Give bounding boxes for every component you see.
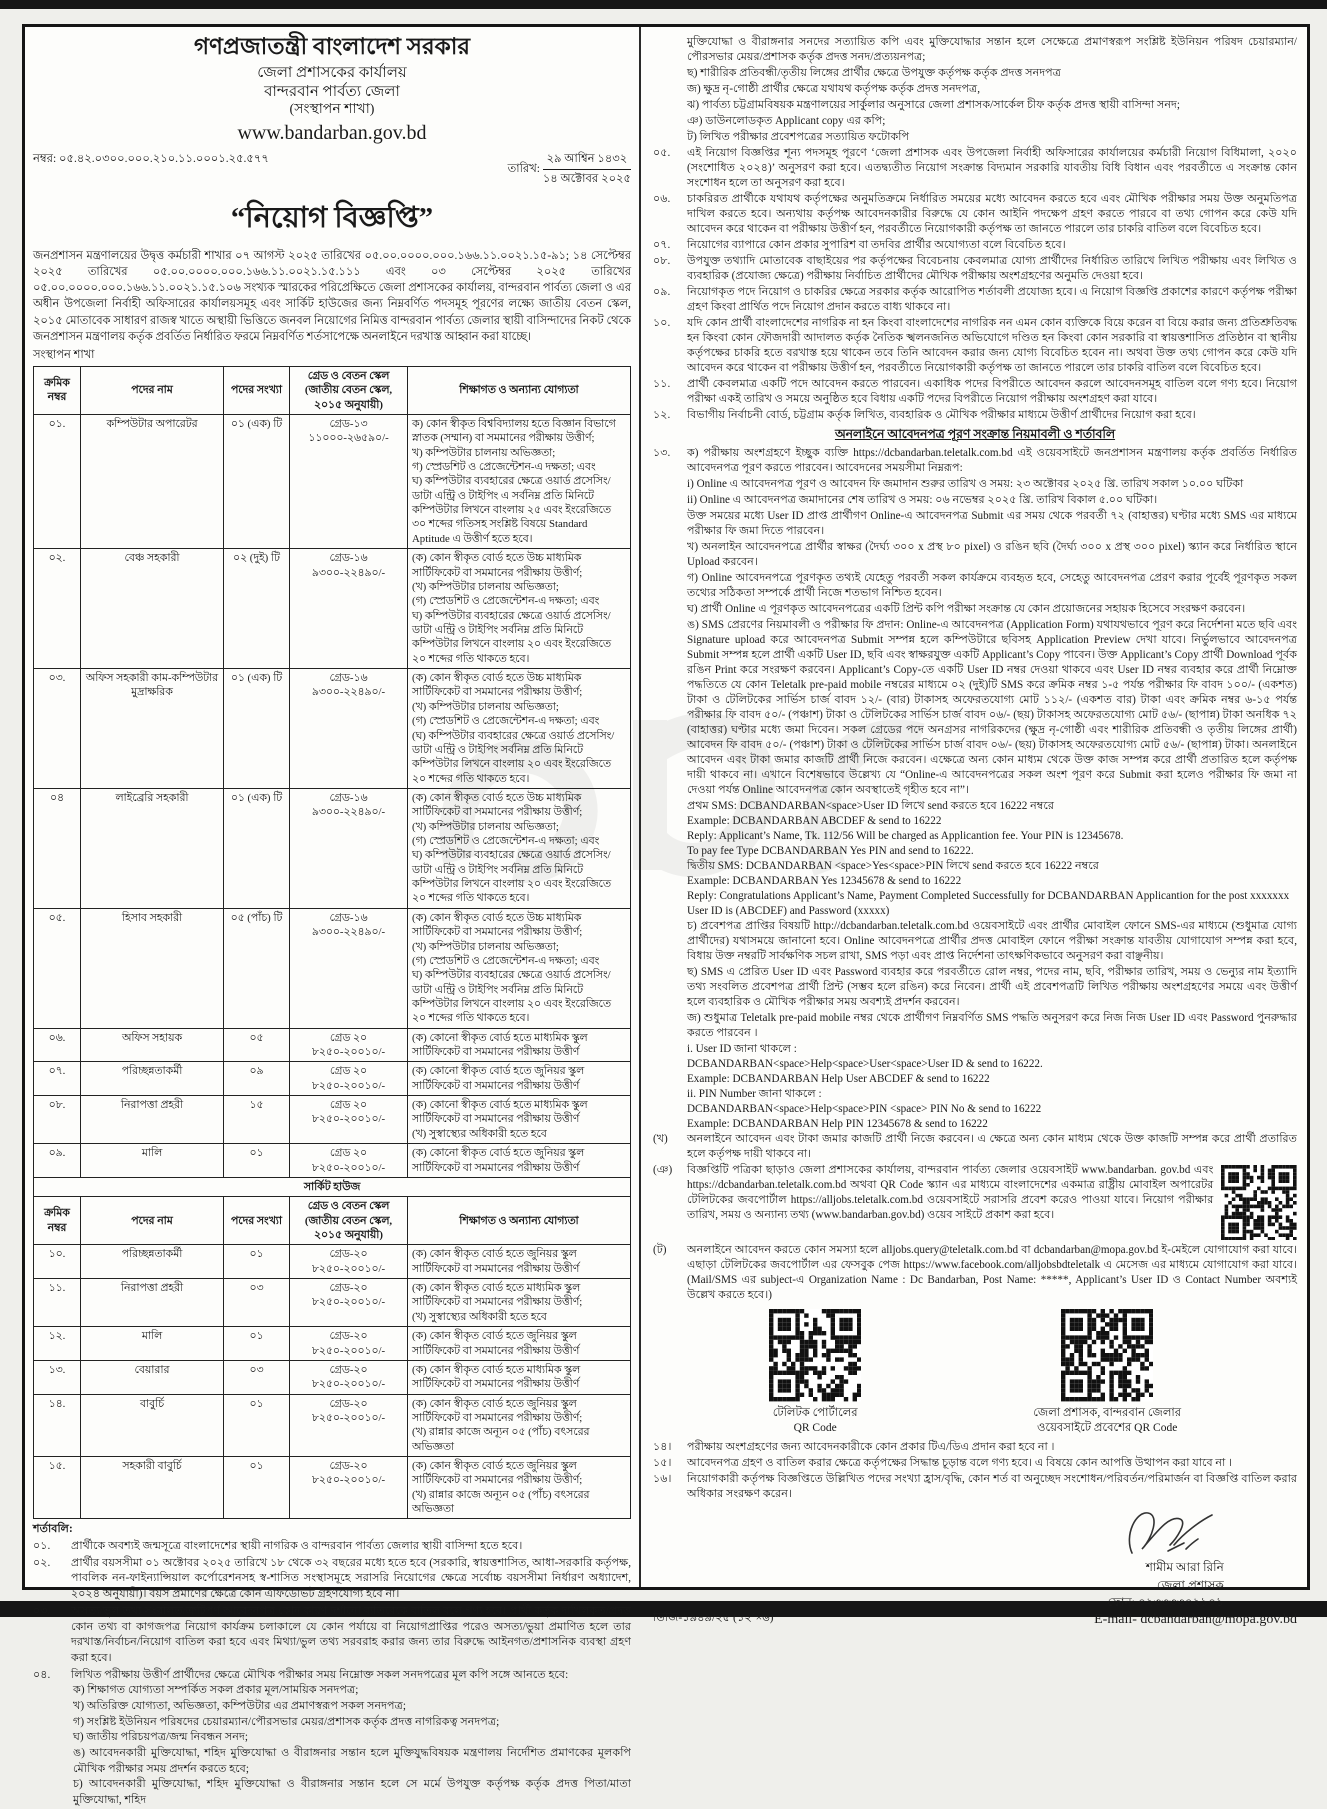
sms-instruction-line: প্রথম SMS: DCBANDARBAN<space>User ID লিখে send করতে হবে 16222 নম্বরে <box>687 799 1054 812</box>
term-sub-item: ক) শিক্ষাগত যোগ্যতা সম্পর্কিত সকল প্রকার মূল/সাময়িক সনদপত্র; <box>73 1684 359 1697</box>
column-header: গ্রেড ও বেতন স্কেল (জাতীয় বেতন স্কেল, ২০১৫ অনুযায়ী) <box>290 366 408 414</box>
condition-continuation <box>653 82 1297 97</box>
condition-text: ঙ) SMS প্রেরণের নিয়মাবলী ও পরীক্ষার ফি প্রদান: Online-এ আবেদনপত্র (Application Form) যথাযথভাবে পূরণ করে নির্দেশনা মতে ছবি এবং Signature upload করে আবেদনপত্র Submit সম্পন্ন হলে কম্পিউটারে ছবিসহ Application Preview দেখা যাবে। নির্ভুলভাবে আবেদনপত্র Submit সম্পন্ন হলে প্রার্থী একটি User ID, ছবি এবং স্বাক্ষরযুক্ত একটি Applicant’s Copy পাবেন। উক্ত Applicant’s Copy প্রার্থী Download পূর্বক রঙিন Print করে সংরক্ষণ করবেন। Applicant’s Copy-তে একটি User ID নম্বর দেওয়া থাকবে এবং User ID নম্বর ব্যবহার করে প্রার্থী নিম্নোক্ত পদ্ধতিতে যে কোন Teletalk pre-paid mobile নম্বরের মাধ্যমে ০২ (দুই)টি SMS করে ক্রমিক নম্বর ১-৫ পর্যন্ত পরীক্ষার ফি বাবদ ১০০/- (একশত) টাকা ও টেলিটকের সার্ভিস চার্জ বাবদ ১২/- (বার) টাকাসহ অফেরতযোগ্য মোট ১১২/- (একশত বার) টাকা এবং ক্রমিক নম্বর ৬-১৫ পর্যন্ত পরীক্ষার ফি বাবদ ৫০/- (পঞ্চাশ) টাকা ও টেলিটকের সার্ভিস চার্জ বাবদ ০৬/- (ছয়) টাকাসহ অফেরতযোগ্য মোট ৫৬/- (ছাপান্ন) টাকা অনধিক ৭২ (বাহাত্তর) ঘণ্টার মধ্যে জমা দিবেন। সকল গ্রেডের পদে অনগ্রসর নাগরিকদের (ক্ষুদ্র নৃ-গোষ্ঠী এবং শারীরিক প্রতিবন্ধী ও তৃতীয় লিঙ্গের প্রার্থী) আবেদন ফি বাবদ ৫০/- (পঞ্চাশ) টাকা ও টেলিটকের সার্ভিস চার্জ বাবদ ০৬/- (ছয়) টাকাসহ অফেরতযোগ্য মোট ৫৬/- (ছাপান্ন) টাকা। অনলাইনে আবেদন এবং টাকা জমার কাজটি প্রার্থী নিজে করবেন। এক্ষেত্রে অন্য কোন মাধ্যম থেকে উক্ত কাজ সম্পন্ন করে প্রার্থী প্রতারিত হলে কর্তৃপক্ষ দায়ী থাকবে না। এখানে বিশেষভাবে উল্লেখ্য যে “Online-এ আবেদনপত্রের সকল অংশ পূরণ করে Submit করা হলেও পরীক্ষার ফি জমা না দেওয়া পর্যন্ত Online আবেদনপত্র কোন অবস্থাতেই গৃহীত হবে না”। <box>687 618 1297 796</box>
term-text: লিখিত পরীক্ষায় উত্তীর্ণ প্রার্থীদের ক্ষেত্রে মৌখিক পরীক্ষার সময় নিম্নোক্ত সকল সনদপত্রের মূল কপি সঙ্গে আনতে হবে: ক) শিক্ষাগত যোগ্যতা সম্পর্কিত সকল প্রকার মূল/সাময়িক সনদপত্র; খ) অতিরিক্ত যোগ্যতা, অভিজ্ঞতা, কম্পিউটার এর প্রমাণস্বরূপ সকল সনদপত্র; গ) সংশ্লিষ্ট ইউনিয়ন পরিষদের চেয়ারম্যান/পৌরসভার মেয়র/প্রশাসক কর্তৃক প্রদত্ত নাগরিকত্ব সনদপত্র; ঘ) জাতীয় পরিচয়পত্র/জন্ম নিবন্ধন সনদ; ঙ) আবেদনকারী মুক্তিযোদ্ধা, শহিদ মুক্তিযোদ্ধা ও বীরাঙ্গনার সন্তান হলে মুক্তিযুদ্ধবিষয়ক মন্ত্রণালয় নির্দেশিত প্রমাণকের মূলকপি মৌখিক পরীক্ষার সময় প্রদর্শন করতে হবে; চ) আবেদনকারী মুক্তিযোদ্ধা, শহিদ মুক্তিযোদ্ধা ও বীরাঙ্গনার সন্তান হলে সে মর্মে উপযুক্ত কর্তৃপক্ষ কর্তৃক প্রদত্ত পিতা/মাতা মুক্তিযোদ্ধা, শহিদ <box>71 1668 631 1809</box>
condition-text: ছ) SMS এ প্রেরিত User ID এবং Password ব্যবহার করে পরবর্তীতে রোল নম্বর, পদের নাম, ছবি, পরীক্ষার তারিখ, সময় ও ভেন্যুর নাম ইত্যাদি তথ্য সংবলিত প্রবেশপত্র প্রার্থী প্রিন্ট (সম্ভব হলে রঙিন) করে নিবেন। প্রার্থী এই প্রবেশপত্রটি লিখিত পরীক্ষায় অংশগ্রহণের সময়ে এবং উত্তীর্ণ হলে ব্যবহারিক ও মৌখিক পরীক্ষার সময় অবশ্যই প্রদর্শন করবেন। <box>687 965 1297 1008</box>
condition-text: ঞ) ডাউনলোডকৃত Applicant copy এর কপি; <box>687 115 886 127</box>
qualifications-cell: (ক) কোনো স্বীকৃত বোর্ড হতে জুনিয়র স্কুল সার্টিফিকেট বা সমমানের পরীক্ষায় উত্তীর্ণ <box>408 1062 631 1096</box>
term-sub-item: চ) আবেদনকারী মুক্তিযোদ্ধা, শহিদ মুক্তিযোদ্ধা ও বীরাঙ্গনার সন্তান হলে সে মর্মে উপযুক্ত কর্তৃপক্ষ কর্তৃক প্রদত্ত পিতা/মাতা মুক্তিযোদ্ধা, শহিদ <box>73 1778 631 1806</box>
teletalk-qr-code-caption-2: QR Code <box>793 1422 837 1435</box>
grade-scale-cell: গ্রেড-২০ ৮২৫০-২০০১০/- <box>290 1457 408 1519</box>
post-name-cell: মালি <box>81 1144 224 1178</box>
term-sub-item: ঙ) আবেদনকারী মুক্তিযোদ্ধা, শহিদ মুক্তিযোদ্ধা ও বীরাঙ্গনার সন্তান হলে মুক্তিযুদ্ধবিষয়ক মন্ত্রণালয় নির্দেশিত প্রমাণকের মূলকপি মৌখিক পরীক্ষার সময় প্রদর্শন করতে হবে; <box>73 1746 631 1775</box>
condition-text: ঝ) পার্বত্য চট্টগ্রামবিষয়ক মন্ত্রণালয়ের সার্কুলার অনুসারে জেলা প্রশাসক/সার্কেল চীফ কর্তৃক প্রদত্ত স্থায়ী বাসিন্দা সনদ; <box>687 99 1180 111</box>
serial-cell: ০১. <box>34 414 81 548</box>
condition-item <box>653 1440 1297 1455</box>
post-name-cell: লাইব্রেরি সহকারী <box>81 788 224 908</box>
condition-marker <box>653 1011 687 1041</box>
dc-website-qr-code-caption: জেলা প্রশাসক, বান্দরবান জেলার <box>1033 1407 1182 1420</box>
teletalk-qr-code <box>769 1309 861 1436</box>
condition-marker: ০৬. <box>653 193 671 205</box>
table-row <box>34 1144 631 1178</box>
date-values <box>543 150 631 189</box>
serial-cell: ০৬. <box>34 1028 81 1062</box>
teletalk-qr-code-caption: টেলিটক পোর্টালের <box>772 1407 858 1420</box>
condition-continuation <box>653 540 1297 570</box>
grade-scale-cell: গ্রেড ২০ ৮২৫০-২০০১০/- <box>290 1096 408 1144</box>
serial-cell: ০২. <box>34 549 81 669</box>
section-label: সংস্থাপন শাখা <box>33 348 95 361</box>
condition-text: জ) শুধুমাত্র Teletalk pre-paid mobile নম্বর থেকে প্রার্থীগণ নিম্নবর্ণিত SMS পদ্ধতি অনুসরণ করে নিজ নিজ User ID এবং Password পুনরুদ্ধার করতে পারবেন । <box>687 1011 1297 1039</box>
condition-text: এই নিয়োগ বিজ্ঞপ্তির শূন্য পদসমূহ পূরণে ‘জেলা প্রশাসক এবং উপজেলা নির্বাহী অফিসারের কার্যালয়ের কর্মচারী নিয়োগ বিধিমালা, ২০২০ (সংশোধিত ২০২৪)’ অনুসরণ করা হবে। এতদ্ব্যতীত নিয়োগ সংক্রান্ত বিদ্যমান সরকারি যাবতীয় বিধি বিধান এবং পরবর্তীতে এ সংক্রান্ত কোন সংশোধন হলে তা অনুসরণ করা হবে। <box>687 147 1297 189</box>
teletalk-qr-code-image[interactable] <box>769 1309 861 1401</box>
post-count-cell: ০১ <box>224 1457 290 1519</box>
condition-text: গ) Online আবেদনপত্রে পূরণকৃত তথ্যই যেহেতু পরবর্তী সকল কার্যক্রমে ব্যবহৃত হবে, সেহেতু আবেদনপত্র প্রেরণ করার পূর্বেই পূরণকৃত সকল তথ্যের সঠিকতা সম্পর্কে প্রার্থী নিজে শতভাগ নিশ্চিত হবেন। <box>687 571 1297 599</box>
condition-marker <box>653 493 687 508</box>
qualifications-cell: (ক) কোন স্বীকৃত বোর্ড হতে উচ্চ মাধ্যমিক সার্টিফিকেট বা সমমানের পরীক্ষায় উত্তীর্ণ; (খ) কম্পিউটার চালনায় অভিজ্ঞতা; (গ) স্প্রেডশিট ও প্রেজেন্টেশন-এ দক্ষতা; এবং (ঘ) কম্পিউটার ব্যবহারের ক্ষেত্রে ওয়ার্ড প্রসেসিং/ডাটা এন্ট্রি ও টাইপিং সর্বনিম্ন প্রতি মিনিটে কম্পিউটার লিখনে বাংলায় ২০ এবং ইংরেজিতে ২০ শব্দের গতি থাকতে হবে। <box>408 669 631 789</box>
sms-instruction-line: Example: DCBANDARBAN Help PIN 12345678 & send to 16222 <box>687 1117 988 1130</box>
post-count-cell: ০১ <box>224 1327 290 1361</box>
condition-text: অনলাইনে আবেদন এবং টাকা জমার কাজটি প্রার্থী নিজে করবেন। এ ক্ষেত্রে অন্য কোন মাধ্যম থেকে উক্ত কাজটি সম্পন্ন করে প্রার্থী প্রতারিত হলে কর্তৃপক্ষ দায়ী থাকবে না। <box>687 1132 1297 1160</box>
intro-paragraph: জনপ্রশাসন মন্ত্রণালয়ের উদ্বৃত্ত কর্মচারী শাখার ০৭ আগস্ট ২০২৫ তারিখের ০৫.০০.০০০০.০০০.১৬৬.১১.০০২১.১৫-৯১; ১৪ সেপ্টেম্বর ২০২৫ তারিখের ০৫.০০.০০০০.০০০.১৬৬.১১.০০২১.১৫.১১১ এবং ০৩ সেপ্টেম্বর ২০২৫ তারিখের ০৫.০০.০০০০.০০০.১৬৬.১১.০০২১.১৫.১০৬ সংখ্যক স্মারকের পরিপ্রেক্ষিতে জেলা প্রশাসকের কার্যালয়, বান্দরবান পার্বত্য জেলা ও এর অধীন উপজেলা নির্বাহী অফিসারের কার্যালয়সমূহ এবং সার্কিট হাউজের জন্য নিম্নবর্ণিত পদসমূহ পূরণের লক্ষ্যে জাতীয় বেতন স্কেল, ২০১৫ মোতাবেক সাধারণ রাজস্ব খাতে অস্থায়ী ভিত্তিতে জনবল নিয়োগের নিমিত্ত বান্দরবান পার্বত্য জেলার স্থায়ী বাসিন্দাদের নিকট থেকে জনপ্রশাসন মন্ত্রণালয় কর্তৃক প্রবর্তিত নির্ধারিত ফরমে নিম্নবর্ণিত শর্তসাপেক্ষে অনলাইনে দরখাস্ত আহ্বান করা যাচ্ছে। <box>33 249 631 343</box>
condition-text: বিজ্ঞপ্তিটি পত্রিকা ছাড়াও জেলা প্রশাসকের কার্যালয়, বান্দরবান পার্বত্য জেলার ওয়েবসাইট www.bandarban. gov.bd এবং https://dcbandarban.teletalk.com.bd অথবা QR Code স্ক্যান এর মাধ্যমে বাংলাদেশের একমাত্র রাষ্ট্রীয় মোবাইল অপারেটর টেলিটকের জবপোর্টাল https://alljobs.teletalk.com.bd ওয়েবসাইটে সরাসরি প্রবেশ করেও পাওয়া যাবে। নিয়োগ পরীক্ষার তারিখ, সময় ও অন্যান্য তথ্য (www.bandarban.gov.bd) ওয়েব সাইটে প্রকাশ করা হবে। <box>687 1163 1297 1243</box>
letterhead <box>33 33 631 146</box>
serial-cell: ০৭. <box>34 1062 81 1096</box>
condition-continuation <box>653 130 1297 145</box>
column-header: পদের নাম <box>81 1197 224 1245</box>
condition-item <box>653 1243 1297 1303</box>
term-item <box>33 1604 631 1667</box>
serial-cell: ১৩. <box>34 1360 81 1394</box>
post-count-cell: ০১ <box>224 1394 290 1456</box>
post-name-cell: নিরাপত্তা প্রহরী <box>81 1096 224 1144</box>
terms-section <box>33 1522 631 1808</box>
condition-marker <box>653 618 687 798</box>
signatory-phone: ফোন: ০২৩৩৩৩০২১০১ <box>1107 1595 1224 1610</box>
date-bangla: ২৯ আশ্বিন ১৪৩২ <box>543 150 631 170</box>
condition-marker: ১৫। <box>653 1457 672 1470</box>
signatory-designation: জেলা প্রশাসক <box>1156 1577 1224 1592</box>
condition-continuation <box>653 493 1297 508</box>
condition-item <box>653 192 1297 237</box>
column-header: পদের নাম <box>81 366 224 414</box>
condition-marker <box>653 540 687 570</box>
post-name-cell: নিরাপত্তা প্রহরী <box>81 1279 224 1327</box>
grade-scale-cell: গ্রেড-২০ ৮২৫০-২০০১০/- <box>290 1327 408 1361</box>
sms-instruction-line: Example: DCBANDARBAN Help User ABCDEF & send to 16222 <box>687 1072 990 1085</box>
post-count-cell: ০৫ (পাঁচ) টি <box>224 908 290 1028</box>
grade-scale-cell: গ্রেড-১৬ ৯৩০০-২২৪৯০/- <box>290 908 408 1028</box>
qualifications-cell: ক) কোন স্বীকৃত বিশ্ববিদ্যালয় হতে বিজ্ঞান বিভাগে স্নাতক (সম্মান) বা সমমানের পরীক্ষায় উত্তীর্ণ; খ) কম্পিউটার চালনায় অভিজ্ঞতা; গ) স্প্রেডশিট ও প্রেজেন্টেশন-এ দক্ষতা; এবং ঘ) কম্পিউটার ব্যবহারের ক্ষেত্রে ওয়ার্ড প্রসেসিং/ডাটা এন্ট্রি ও টাইপিং এ সর্বনিম্ন প্রতি মিনিটে কম্পিউটার লিখনে বাংলায় ২৫ এবং ইংরেজিতে ৩০ শব্দের গতিসহ সংশ্লিষ্ট বিষয়ে Standard Aptitude এ উত্তীর্ণ হতে হবে। <box>408 414 631 548</box>
sms-instruction-line: i. User ID জানা থাকলে : <box>687 1042 797 1055</box>
date-gregorian: ১৪ অক্টোবর ২০২৫ <box>542 172 631 185</box>
post-count-cell: ০৯ <box>224 1062 290 1096</box>
condition-marker: ০৮. <box>653 255 671 267</box>
condition-item <box>653 146 1297 191</box>
post-count-cell: ০৫ <box>224 1028 290 1062</box>
government-name: গণপ্রজাতন্ত্রী বাংলাদেশ সরকার <box>193 34 471 59</box>
sms-instruction-line: Reply: Congratulations Applicant’s Name, Payment Completed Successfully for DCBANDARBAN Applicantion for the post xxxxxxx User ID is (ABCDEF) and Password (xxxxx) <box>687 889 1290 917</box>
condition-text: ii) Online এ আবেদনপত্র জমাদানের শেষ তারিখ ও সময়: ০৬ নভেম্বর ২০২৫ খ্রি. তারিখ বিকাল ৫.০০ ঘটিকা। <box>687 493 1158 506</box>
alljobs-qr-code[interactable] <box>1221 1165 1297 1241</box>
table-row <box>34 1457 631 1519</box>
memo-number: নম্বর: ০৫.৪২.০৩০০.০০০.২১০.১১.০০০১.২৫.৫৭৭ <box>33 152 269 165</box>
term-number: ০৪. <box>33 1668 51 1681</box>
table-row <box>34 1327 631 1361</box>
condition-text: নিয়োগকারী কর্তৃপক্ষ বিজ্ঞপ্তিতে উল্লিখিত পদের সংখ্যা হ্রাস/বৃদ্ধি, কোন শর্ত বা অনুচ্ছেদ সংশোধন/পরিবর্তন/পরিমার্জন বা বিজ্ঞপ্তি বাতিল করার অধিকার সংরক্ষণ করেন। <box>687 1473 1297 1501</box>
condition-continuation <box>653 602 1297 617</box>
condition-continuation <box>653 1011 1297 1041</box>
column-header: শিক্ষাগত ও অন্যান্য যোগ্যতা <box>408 1197 631 1245</box>
condition-continuation <box>653 477 1297 492</box>
condition-text: পরীক্ষায় অংশগ্রহণের জন্য আবেদনকারীকে কোন প্রকার টিএ/ডিএ প্রদান করা হবে না । <box>687 1441 1055 1454</box>
sms-instruction-line: DCBANDARBAN<space>Help<space>User<space>User ID & send to 16222. <box>687 1057 1043 1070</box>
post-count-cell: ০১ (এক) টি <box>224 414 290 548</box>
column-header: ক্রমিক নম্বর <box>34 366 81 414</box>
condition-item <box>653 446 1297 476</box>
term-item <box>33 1668 631 1809</box>
table-row <box>34 1394 631 1456</box>
condition-marker <box>653 114 687 129</box>
sms-instruction-line: To pay fee Type DCBANDARBAN Yes PIN and send to 16222. <box>687 844 974 857</box>
table-header-row <box>34 1197 631 1245</box>
condition-continuation <box>653 571 1297 601</box>
condition-text: i) Online এ আবেদনপত্র পূরণ ও আবেদন ফি জমাদান শুরুর তারিখ ও সময়: ২৩ অক্টোবর ২০২৫ খ্রি. তারিখ সকাল ১০.০০ ঘটিকা <box>687 477 1244 490</box>
sms-instruction-line: Example: DCBANDARBAN Yes 12345678 & send to 16222 <box>687 874 962 887</box>
qualifications-cell: (ক) কোনো স্বীকৃত বোর্ড হতে জুনিয়র স্কুল সার্টিফিকেট বা সমমানের পরীক্ষায় উত্তীর্ণ <box>408 1144 631 1178</box>
post-name-cell: বেঞ্চ সহকারী <box>81 549 224 669</box>
term-text: অসত্য/ভুল তথ্য সংবলিত/ত্রুটিপূর্ণ আবেদনপত্র কোন কারণ দর্শানো ব্যতিরেকে বাতিল বলে গণ্য হবে। প্রার্থী কর্তৃক দাখিলকৃত/প্রদত্ত কোন তথ্য বা কাগজপত্র নিয়োগ কার্যক্রম চলাকালে যে কোন পর্যায়ে বা নিয়োগপ্রাপ্তির পরেও অসত্য/ভুয়া প্রমাণিত হলে তার দরখাস্ত/নির্বাচন/নিয়োগ বাতিল করা হবে এবং মিথ্যা/ভুল তথ্য সরবরাহ করার জন্য তার বিরুদ্ধে আইনগত/প্রশাসনিক ব্যবস্থা গ্রহণ করা হবে। <box>71 1604 631 1664</box>
post-count-cell: ০১ (এক) টি <box>224 669 290 789</box>
post-count-cell: ০১ <box>224 1245 290 1279</box>
branch-name: (সংস্থাপন শাখা) <box>289 102 375 118</box>
qualifications-cell: (ক) কোন স্বীকৃত বোর্ড হতে জুনিয়র স্কুল সার্টিফিকেট বা সমমানের পরীক্ষায় উত্তীর্ণ; (খ) রান্নার কাজে অন্যূন ০৫ (পাঁচ) বৎসরের অভিজ্ঞতা <box>408 1394 631 1456</box>
column-header: গ্রেড ও বেতন স্কেল (জাতীয় বেতন স্কেল, ২০১৫ অনুযায়ী) <box>290 1197 408 1245</box>
condition-continuation <box>653 114 1297 129</box>
condition-marker <box>653 571 687 601</box>
condition-text: ঘ) প্রার্থী Online এ পূরণকৃত আবেদনপত্রের একটি প্রিন্ট কপি পরীক্ষা সংক্রান্ত যে কোন প্রয়োজনের সহায়ক হিসেবে সংরক্ষণ করবেন। <box>687 602 1246 615</box>
condition-marker: ০৭. <box>653 239 671 251</box>
office-name: জেলা প্রশাসকের কার্যালয় <box>257 64 407 81</box>
terms-heading: শর্তাবলি: <box>33 1523 73 1536</box>
condition-marker: (ট) <box>653 1244 667 1257</box>
term-text: প্রার্থীকে অবশ্যই জন্মসূত্রে বাংলাদেশের স্থায়ী নাগরিক ও বান্দরবান পার্বত্য জেলার স্থায়ী বাসিন্দা হতে হবে। <box>71 1540 523 1553</box>
condition-marker: ০৯. <box>653 286 671 298</box>
condition-marker <box>653 477 687 492</box>
post-name-cell: হিসাব সহকারী <box>81 908 224 1028</box>
post-count-cell: ০২ (দুই) টি <box>224 549 290 669</box>
term-sub-item: গ) সংশ্লিষ্ট ইউনিয়ন পরিষদের চেয়ারম্যান/পৌরসভার মেয়র/প্রশাসক কর্তৃক প্রদত্ত নাগরিকত্ব সনদপত্র; <box>73 1715 500 1728</box>
post-name-cell: অফিস সহায়ক <box>81 1028 224 1062</box>
post-count-cell: ০১ (এক) টি <box>224 788 290 908</box>
condition-item <box>653 316 1297 376</box>
left-column <box>25 27 641 1806</box>
condition-marker: ১২. <box>653 409 671 421</box>
sms-instruction-lines <box>653 1042 1297 1132</box>
post-name-cell: কম্পিউটার অপারেটর <box>81 414 224 548</box>
notice-title: “নিয়োগ বিজ্ঞপ্তি” <box>230 201 434 234</box>
condition-marker <box>653 82 687 97</box>
condition-marker: (খ) <box>653 1132 668 1145</box>
column-header: শিক্ষাগত ও অন্যান্য যোগ্যতা <box>408 366 631 414</box>
condition-item <box>653 1472 1297 1502</box>
table-row <box>34 1096 631 1144</box>
condition-text: ছ) শারীরিক প্রতিবন্ধী/তৃতীয় লিঙ্গের প্রার্থীর ক্ষেত্রে উপযুক্ত কর্তৃপক্ষ কর্তৃক প্রদত্ত সনদপত্র <box>687 67 1061 79</box>
serial-cell: ১১. <box>34 1279 81 1327</box>
column-header: পদের সংখ্যা <box>224 1197 290 1245</box>
post-name-cell: বেয়ারার <box>81 1360 224 1394</box>
condition-text: চ) প্রবেশপত্র প্রাপ্তির বিষয়টি http://dcbandarban.teletalk.com.bd ওয়েবসাইটে এবং প্রার্থীর মোবাইল ফোনে SMS-এর মাধ্যমে (শুধুমাত্র যোগ্য প্রার্থীদের) যথাসময়ে জানানো হবে। Online আবেদনপত্রে প্রার্থীর প্রদত্ত মোবাইল ফোনে পরীক্ষা সংক্রান্ত যাবতীয় যোগাযোগ সম্পন্ন করা হবে, বিধায় উক্ত নম্বরটি সার্বক্ষণিক সচল রাখা, SMS পড়া এবং প্রাপ্ত নির্দেশনা তাৎক্ষণিকভাবে অনুসরণ করা বাঞ্ছনীয়। <box>687 919 1297 962</box>
grade-scale-cell: গ্রেড-১৩ ১১০০০-২৬৫৯০/- <box>290 414 408 548</box>
table-row <box>34 788 631 908</box>
condition-marker <box>653 602 687 617</box>
condition-item <box>653 408 1297 423</box>
post-count-cell: ১৫ <box>224 1096 290 1144</box>
condition-text: জ) ক্ষুদ্র নৃ-গোষ্ঠী প্রার্থীর ক্ষেত্রে যথাযথ কর্তৃপক্ষ কর্তৃক প্রদত্ত সনদপত্র, <box>687 83 981 95</box>
grade-scale-cell: গ্রেড-১৬ ৯৩০০-২২৪৯০/- <box>290 788 408 908</box>
qualifications-cell: (ক) কোন স্বীকৃত বোর্ড হতে উচ্চ মাধ্যমিক সার্টিফিকেট বা সমমানের পরীক্ষায় উত্তীর্ণ; (খ) কম্পিউটার চালনায় অভিজ্ঞতা; (গ) স্প্রেডশিট ও প্রেজেন্টেশন-এ দক্ষতা; এবং ঘ) কম্পিউটার ব্যবহারের ক্ষেত্রে ওয়ার্ড প্রসেসিং/ডাটা এন্ট্রি ও টাইপিং সর্বনিম্ন প্রতি মিনিটে কম্পিউটার লিখনে বাংলায় ২০ এবং ইংরেজিতে ২০ শব্দের গতি থাকতে হবে। <box>408 788 631 908</box>
table-row <box>34 549 631 669</box>
sms-instruction-line: Reply: Applicant’s Name, Tk. 112/56 Will be charged as Applicantion fee. Your PIN is 12345678. <box>687 829 1124 842</box>
grade-scale-cell: গ্রেড-২০ ৮২৫০-২০০১০/- <box>290 1279 408 1327</box>
qr-code-pair <box>683 1309 1267 1436</box>
condition-continuation <box>653 509 1297 539</box>
table-row <box>34 1028 631 1062</box>
press-reference-note: ডিজি-১৯৪৯/২৫ (১২´×৬) <box>653 1611 774 1624</box>
condition-text: নিয়োগকৃত পদে নিয়োগ ও চাকরির ক্ষেত্রে সরকার কর্তৃক আরোপিত শর্তাবলী প্রযোজ্য হবে। এ নিয়োগ বিজ্ঞপ্তি প্রকাশের কারণে কর্তৃপক্ষ পরীক্ষা গ্রহণ কিংবা প্রার্থিত পদে নিয়োগ প্রদান করতে বাধ্য থাকবে না। <box>687 286 1297 313</box>
scan-artifact-top-bar <box>0 0 1327 9</box>
serial-cell: ০৮. <box>34 1096 81 1144</box>
column-header: পদের সংখ্যা <box>224 366 290 414</box>
serial-cell: ১৫. <box>34 1457 81 1519</box>
condition-marker: ১০. <box>653 317 671 329</box>
qualifications-cell: (ক) কোন স্বীকৃত বোর্ড হতে জুনিয়র স্কুল সার্টিফিকেট বা সমমানের পরীক্ষায় উত্তীর্ণ; (খ) রান্নার কাজে অন্যূন ০৫ (পাঁচ) বৎসরের অভিজ্ঞতা <box>408 1457 631 1519</box>
term-number: ০১. <box>33 1540 51 1553</box>
date-block <box>508 150 631 189</box>
condition-marker <box>653 66 687 81</box>
table-row <box>34 1062 631 1096</box>
post-name-cell: পরিচ্ছন্নতাকর্মী <box>81 1245 224 1279</box>
sms-instruction-line: Example: DCBANDARBAN ABCDEF & send to 16222 <box>687 814 942 827</box>
post-count-cell: ০১ <box>224 1144 290 1178</box>
condition-marker <box>653 98 687 113</box>
condition-text: মুক্তিযোদ্ধা ও বীরাঙ্গনার সনদের সত্যায়িত কপি এবং মুক্তিযোদ্ধার সন্তান হলে সেক্ষেত্রে প্রমাণস্বরূপ সংশ্লিষ্ট ইউনিয়ন পরিষদ চেয়ারম্যান/পৌরসভার মেয়র/প্রশাসক কর্তৃক প্রদত্ত সনদ/প্রত্যয়নপত্র; <box>687 36 1297 63</box>
condition-marker: ০৫. <box>653 147 671 159</box>
qualifications-cell: (ক) কোনো স্বীকৃত বোর্ড হতে মাধ্যমিক স্কুল সার্টিফিকেট বা সমমানের পরীক্ষায় উত্তীর্ণ <box>408 1028 631 1062</box>
memo-row <box>33 150 631 189</box>
condition-text: উপযুক্ত তথ্যাদি মোতাবেক বাছাইয়ের পর কর্তৃপক্ষের বিবেচনায় কেবলমাত্র যোগ্য প্রার্থীদের নির্ধারিত তারিখে লিখিত পরীক্ষায় এবং লিখিত ও ব্যবহারিক (প্রযোজ্য ক্ষেত্রে) পরীক্ষায় নির্বাচিত প্রার্থীদের মৌখিক পরীক্ষায় অংশগ্রহণের অনুমতি দেওয়া হবে। <box>687 255 1297 282</box>
signatory-name: শামীম আরা রিনি <box>1145 1560 1224 1575</box>
table-row <box>34 1279 631 1327</box>
term-number: ০৩. <box>33 1604 51 1617</box>
grade-scale-cell: গ্রেড-২০ ৮২৫০-২০০১০/- <box>290 1245 408 1279</box>
qualifications-cell: (ক) কোন স্বীকৃত বোর্ড হতে উচ্চ মাধ্যমিক সার্টিফিকেট বা সমমানের পরীক্ষায় উত্তীর্ণ; (খ) কম্পিউটার চালনায় অভিজ্ঞতা; (গ) স্প্রেডশিট ও প্রেজেন্টেশন-এ দক্ষতা; এবং ঘ) কম্পিউটার ব্যবহারের ক্ষেত্রে ওয়ার্ড প্রসেসিং/ডাটা এন্ট্রি ও টাইপিং সর্বনিম্ন প্রতি মিনিটে কম্পিউটার লিখনে বাংলায় ২০ এবং ইংরেজিতে ২০ শব্দের গতি থাকতে হবে। <box>408 549 631 669</box>
dc-website-qr-code-image[interactable] <box>1061 1309 1153 1401</box>
serial-cell: ০৩. <box>34 669 81 789</box>
circuit-house-banner: সার্কিট হাউজ <box>34 1177 631 1196</box>
signatory-email[interactable]: E-mail- dcbandarban@mopa.gov.bd <box>1094 1611 1297 1627</box>
condition-marker <box>653 35 687 65</box>
table-header-row <box>34 366 631 414</box>
grade-scale-cell: গ্রেড-১৬ ৯৩০০-২২৪৯০/- <box>290 669 408 789</box>
condition-continuation <box>653 66 1297 81</box>
condition-text: খ) অনলাইন আবেদনপত্রে প্রার্থীর স্বাক্ষর (দৈর্ঘ্য ৩০০ x প্রস্থ ৮০ pixel) ও রঙিন ছবি (দৈর্ঘ্য ৩০০ x প্রস্থ ৩০০ pixel) স্ক্যান করে নির্ধারিত স্থানে Upload করবেন। <box>687 540 1297 568</box>
condition-marker <box>653 130 687 145</box>
condition-marker: ১৪। <box>653 1441 672 1454</box>
serial-cell: ০৯. <box>34 1144 81 1178</box>
table-row <box>34 414 631 548</box>
footer-row <box>653 1503 1297 1627</box>
district-name: বান্দরবান পার্বত্য জেলা <box>264 83 400 100</box>
condition-text: চাকরিরত প্রার্থীকে যথাযথ কর্তৃপক্ষের অনুমতিক্রমে নির্ধারিত সময়ের মধ্যে আবেদন করতে হবে এবং মৌখিক পরীক্ষার সময় উক্ত অনুমতিপত্র দাখিল করতে হবে। অন্যথায় কর্তৃপক্ষ আবেদনকারীর বিরুদ্ধে যে কোন আইনি পদক্ষেপ গ্রহণ করতে পারবে বা তথ্য গোপন করে কেউ যদি আবেদন করে থাকেন বা পরীক্ষায় উত্তীর্ণ হন, পরবর্তীতে নিয়োগকারী কর্তৃপক্ষ তা জানতে পারলে তার চাকরি বাতিল বলে বিবেচিত হবে। <box>687 193 1297 235</box>
condition-marker: (ঞ) <box>653 1163 673 1176</box>
online-rules-heading: অনলাইনে আবেদনপত্র পূরণ সংক্রান্ত নিয়মাবলী ও শর্তাবলি <box>834 427 1116 441</box>
condition-continuation <box>653 965 1297 1010</box>
condition-text: ট) লিখিত পরীক্ষার প্রবেশপত্রের সত্যায়িত ফটোকপি <box>687 131 910 143</box>
qualifications-cell: (ক) কোনো স্বীকৃত বোর্ড হতে মাধ্যমিক স্কুল সার্টিফিকেট বা সমমানের পরীক্ষায় উত্তীর্ণ (খ) সুস্বাস্থ্যের অধিকারী হতে হবে <box>408 1096 631 1144</box>
condition-marker <box>653 919 687 964</box>
qualifications-cell: (ক) কোন স্বীকৃত বোর্ড হতে জুনিয়র স্কুল সার্টিফিকেট বা সমমানের পরীক্ষায় উত্তীর্ণ <box>408 1327 631 1361</box>
serial-cell: ১৪. <box>34 1394 81 1456</box>
term-sub-item: খ) অতিরিক্ত যোগ্যতা, অভিজ্ঞতা, কম্পিউটার এর প্রমাণস্বরূপ সকল সনদপত্র; <box>73 1699 406 1712</box>
condition-text: আবেদনপত্র গ্রহণ ও বাতিল করার ক্ষেত্রে কর্তৃপক্ষের সিদ্ধান্ত চূড়ান্ত বলে গণ্য হবে। এ বিষয়ে কোন আপত্তি উত্থাপন করা যাবে না । <box>687 1457 1233 1470</box>
term-item <box>33 1556 631 1603</box>
serial-cell: ০৪ <box>34 788 81 908</box>
table-row <box>34 908 631 1028</box>
qualifications-cell: (ক) কোন স্বীকৃত বোর্ড হতে মাধ্যমিক স্কুল সার্টিফিকেট বা সমমানের পরীক্ষায় উত্তীর্ণ; (খ) সুস্বাস্থ্যের অধিকারী হতে হবে <box>408 1279 631 1327</box>
condition-continuation <box>653 35 1297 65</box>
post-count-cell: ০৩ <box>224 1360 290 1394</box>
condition-text: প্রার্থী কেবলমাত্র একটি পদে আবেদন করতে পারবেন। একাধিক পদের বিপরীতে আবেদন করলে আবেদনসমূহ বাতিল বলে গণ্য হবে। নিয়োগ পরীক্ষা একই তারিখ ও সময়ে অনুষ্ঠিত হবে বিধায় একটি পদের বিপরীতে নিয়োগ পরীক্ষায় অংশগ্রহণ করা যাবে। <box>687 378 1297 405</box>
post-name-cell: অফিস সহকারী কাম-কম্পিউটার মুদ্রাক্ষরিক <box>81 669 224 789</box>
condition-text: অনলাইনে আবেদন করতে কোন সমস্যা হলে alljobs.query@teletalk.com.bd বা dcbandarban@mopa.gov.bd ই-মেইলে যোগাযোগ করা যাবে। এছাড়া টেলিটকের জবপোর্টাল এর ফেসবুক পেজ https://www.facebook.com/alljobsbdteletalk এ মেসেজ এর মাধ্যমে যোগাযোগ করা যাবে। (Mail/SMS এর subject-এ Organization Name : Dc Bandarban, Post Name: *****, Applicant’s User ID ও Contact Number অবশ্যই উল্লেখ করতে হবে।) <box>687 1244 1297 1302</box>
condition-item <box>653 1132 1297 1162</box>
serial-cell: ১২. <box>34 1327 81 1361</box>
term-item <box>33 1539 631 1555</box>
condition-text: ক) পরীক্ষায় অংশগ্রহণে ইচ্ছুক ব্যক্তি https://dcbandarban.teletalk.com.bd এই ওয়েবসাইটে জনপ্রশাসন মন্ত্রণালয় কর্তৃক প্রবর্তিত নির্ধারিত আবেদনপত্র পূরণ করতে পারবেন। আবেদনের সময়সীমা নিম্নরূপ: <box>687 446 1297 474</box>
signature-block <box>1107 1505 1283 1611</box>
dc-website-qr-code-caption-2: ওয়েবসাইটে প্রবেশের QR Code <box>1037 1422 1178 1435</box>
grade-scale-cell: গ্রেড-১৬ ৯৩০০-২২৪৯০/- <box>290 549 408 669</box>
term-sub-item: ঘ) জাতীয় পরিচয়পত্র/জন্ম নিবন্ধন সনদ; <box>73 1731 248 1744</box>
condition-marker <box>653 509 687 539</box>
right-conditions <box>653 35 1297 1503</box>
condition-marker <box>653 965 687 1010</box>
post-name-cell: বাবুর্চি <box>81 1394 224 1456</box>
date-label: তারিখ: <box>507 162 540 175</box>
post-name-cell: পরিচ্ছন্নতাকর্মী <box>81 1062 224 1096</box>
table-row <box>34 1245 631 1279</box>
post-name-cell: সহকারী বাবুর্চি <box>81 1457 224 1519</box>
grade-scale-cell: গ্রেড-২০ ৮২৫০-২০০১০/- <box>290 1360 408 1394</box>
condition-continuation <box>653 98 1297 113</box>
grade-scale-cell: গ্রেড-২০ ৮২৫০-২০০১০/- <box>290 1394 408 1456</box>
condition-item <box>653 377 1297 407</box>
condition-text: যদি কোন প্রার্থী বাংলাদেশের নাগরিক না হন কিংবা বাংলাদেশের নাগরিক নন এমন কোন ব্যক্তিকে বিয়ে করেন বা বিয়ে করার জন্য প্রতিশ্রুতিবদ্ধ হন কিংবা কোন ফৌজদারী আদালত কর্তৃক নৈতিক স্খলনজনিত অভিযোগে দণ্ডিত হন কিংবা কোন সরকারি বা স্বায়ত্তশাসিত প্রতিষ্ঠান বা স্থানীয় কর্তৃপক্ষের চাকরি হতে বরখাস্ত হয়ে থাকেন তবে তিনি আবেদন করার জন্য যোগ্য বিবেচিত হবেন না। অথবা উক্ত তথ্য গোপন করে কেউ যদি আবেদন করে থাকেন বা পরীক্ষায় উত্তীর্ণ হন, পরবর্তীতে নিয়োগকারী কর্তৃপক্ষ তা জানতে পারলে তার চাকরি বাতিল বলে বিবেচিত হবে। <box>687 317 1297 374</box>
serial-cell: ১০. <box>34 1245 81 1279</box>
grade-scale-cell: গ্রেড ২০ ৮২৫০-২০০১০/- <box>290 1144 408 1178</box>
condition-marker: ১৩. <box>653 446 671 459</box>
vacancy-table <box>33 366 631 1520</box>
sms-instruction-lines <box>653 799 1297 919</box>
sms-instruction-line: দ্বিতীয় SMS: DCBANDARBAN <space>Yes<space>PIN লিখে send করতে হবে 16222 নম্বরে <box>687 859 1099 872</box>
website-link[interactable]: www.bandarban.gov.bd <box>237 121 427 144</box>
term-text: প্রার্থীর বয়সসীমা ০১ অক্টোবর ২০২৫ তারিখে ১৮ থেকে ৩২ বছরের মধ্যে হতে হবে (সরকারি, স্বায়ত্তশাসিত, আধা-সরকারি কর্তৃপক্ষ, পাবলিক নন-ফাইন্যান্সিয়াল কর্পোরেশনসহ স্ব-শাসিত সংস্থাসমূহে সরাসরি নিয়োগের ক্ষেত্রে সর্বোচ্চ বয়সসীমা নির্ধারণ অধ্যাদেশ, ২০২৪ অনুযায়ী)। বয়স প্রমাণের ক্ষেত্রে কোন এফিডেভিট গ্রহণযোগ্য হবে না। <box>71 1556 631 1601</box>
post-count-cell: ০৩ <box>224 1279 290 1327</box>
table-row <box>34 1360 631 1394</box>
grade-scale-cell: গ্রেড ২০ ৮২৫০-২০০১০/- <box>290 1028 408 1062</box>
handwritten-signature <box>1114 1505 1224 1559</box>
qualifications-cell: (ক) কোন স্বীকৃত বোর্ড হতে উচ্চ মাধ্যমিক সার্টিফিকেট বা সমমানের পরীক্ষায় উত্তীর্ণ; (খ) কম্পিউটার চালনায় অভিজ্ঞতা; (গ) স্প্রেডশিট ও প্রেজেন্টেশন-এ দক্ষতা; এবং ঘ) কম্পিউটার ব্যবহারের ক্ষেত্রে ওয়ার্ড প্রসেসিং/ডাটা এন্ট্রি ও টাইপিং সর্বনিম্ন প্রতি মিনিটে কম্পিউটার লিখনে বাংলায় ২০ এবং ইংরেজিতে ২০ শব্দের গতি থাকতে হবে। <box>408 908 631 1028</box>
condition-marker: ১১. <box>653 378 671 390</box>
condition-text: বিভাগীয় নির্বাচনী বোর্ড, চট্টগ্রাম কর্তৃক লিখিত, ব্যবহারিক ও মৌখিক পরীক্ষার মাধ্যমে উত্তীর্ণ প্রার্থীদের নিয়োগ করা হবে। <box>687 409 1196 421</box>
condition-text: নিয়োগের ব্যাপারে কোন প্রকার সুপারিশ বা তদবির প্রার্থীর অযোগ্যতা বলে বিবেচিত হবে। <box>687 239 1066 251</box>
qualifications-cell: (ক) কোন স্বীকৃত বোর্ড হতে মাধ্যমিক স্কুল সার্টিফিকেট বা সমমানের পরীক্ষায় উত্তীর্ণ <box>408 1360 631 1394</box>
condition-item <box>653 1163 1297 1243</box>
dc-website-qr-code <box>1033 1309 1181 1436</box>
condition-item <box>653 1456 1297 1471</box>
condition-marker: ১৬। <box>653 1473 672 1486</box>
notice-sheet <box>22 24 1310 1806</box>
column-header: ক্রমিক নম্বর <box>34 1197 81 1245</box>
condition-item <box>653 285 1297 315</box>
grade-scale-cell: গ্রেড ২০ ৮২৫০-২০০১০/- <box>290 1062 408 1096</box>
condition-continuation <box>653 919 1297 964</box>
condition-item <box>653 238 1297 253</box>
condition-continuation <box>653 618 1297 798</box>
post-name-cell: মালি <box>81 1327 224 1361</box>
sms-instruction-line: ii. PIN Number জানা থাকলে : <box>687 1087 822 1100</box>
sms-instruction-line: DCBANDARBAN<space>Help<space>PIN <space> PIN No & send to 16222 <box>687 1102 1042 1115</box>
table-row <box>34 669 631 789</box>
condition-item <box>653 254 1297 284</box>
right-column <box>641 27 1307 1627</box>
condition-text: উক্ত সময়ের মধ্যে User ID প্রাপ্ত প্রার্থীগণ Online-এ আবেদনপত্র Submit এর সময় থেকে পরবর্তী ৭২ (বাহাত্তর) ঘণ্টার মধ্যে SMS এর মাধ্যমে পরীক্ষার ফি জমা দিতে পারবেন। <box>687 509 1297 537</box>
qualifications-cell: (ক) কোন স্বীকৃত বোর্ড হতে জুনিয়র স্কুল সার্টিফিকেট বা সমমানের পরীক্ষায় উত্তীর্ণ <box>408 1245 631 1279</box>
term-number: ০২. <box>33 1556 51 1569</box>
serial-cell: ০৫. <box>34 908 81 1028</box>
